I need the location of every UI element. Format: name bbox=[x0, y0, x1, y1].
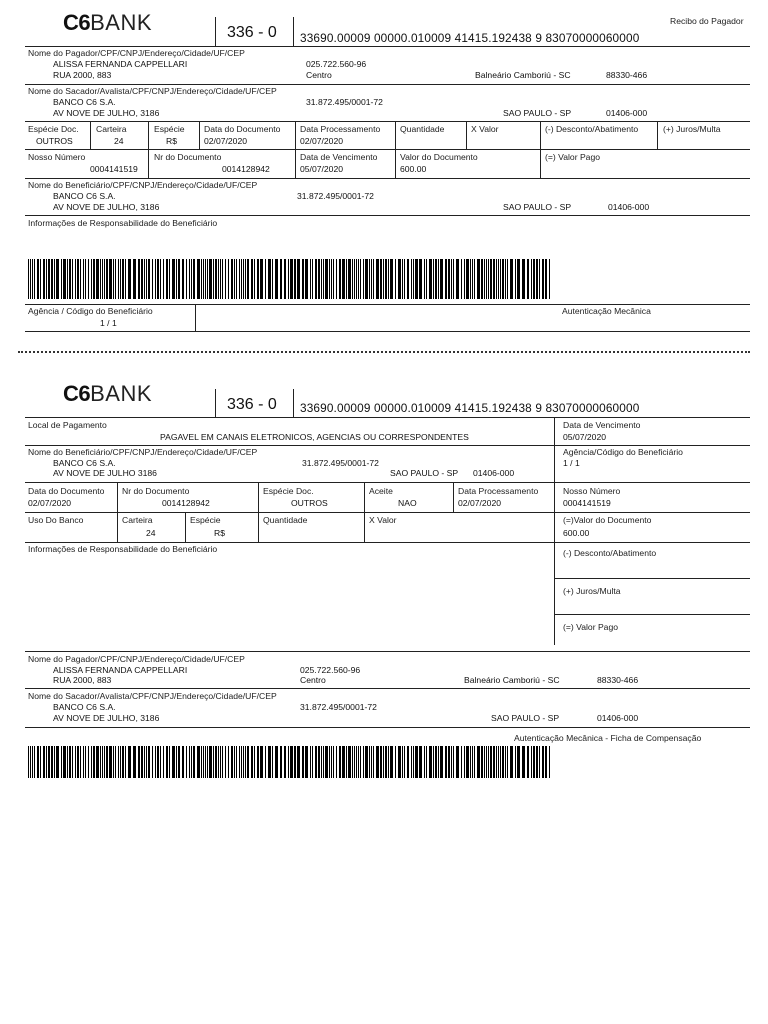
agencia-label: Agência / Código do Beneficiário bbox=[28, 306, 153, 316]
bank-code-2: 336 - 0 bbox=[227, 396, 277, 413]
especie-label-2: Espécie bbox=[190, 515, 221, 525]
sacador-cep-2: 01406-000 bbox=[597, 713, 639, 723]
receipt-label: Recibo do Pagador bbox=[670, 16, 744, 26]
beneficiario-name-2: BANCO C6 S.A. bbox=[53, 458, 116, 468]
beneficiario-name: BANCO C6 S.A. bbox=[53, 191, 116, 201]
quantidade-label-2: Quantidade bbox=[263, 515, 308, 525]
carteira-value-2: 24 bbox=[146, 528, 156, 538]
sacador-city: SAO PAULO - SP bbox=[503, 108, 572, 118]
pagador-doc: 025.722.560-96 bbox=[306, 59, 367, 69]
pagador-cep-2: 88330-466 bbox=[597, 675, 639, 685]
sacador-city-2: SAO PAULO - SP bbox=[491, 713, 560, 723]
carteira-label: Carteira bbox=[96, 124, 127, 134]
barcode bbox=[28, 259, 554, 299]
sacador-label: Nome do Sacador/Avalista/CPF/CNPJ/Endereço/Cidade/UF/CEP bbox=[28, 86, 277, 96]
desconto-label: (-) Desconto/Abatimento bbox=[545, 124, 639, 134]
pagador-name-2: ALISSA FERNANDA CAPPELLARI bbox=[53, 665, 188, 675]
nosso-numero-value-2: 0004141519 bbox=[563, 498, 611, 508]
beneficiario-label: Nome do Beneficiário/CPF/CNPJ/Endereço/Cidade/UF/CEP bbox=[28, 180, 258, 190]
sacador-name: BANCO C6 S.A. bbox=[53, 97, 116, 107]
pagador-city: Balneário Camboriú - SC bbox=[475, 70, 571, 80]
pagador-name: ALISSA FERNANDA CAPPELLARI bbox=[53, 59, 188, 69]
barcode-2 bbox=[28, 746, 554, 778]
uso-banco-label: Uso Do Banco bbox=[28, 515, 84, 525]
data-doc-label: Data do Documento bbox=[204, 124, 281, 134]
pagador-street: RUA 2000, 883 bbox=[53, 70, 112, 80]
vencimento-label-2: Data de Vencimento bbox=[563, 420, 641, 430]
nr-doc-label: Nr do Documento bbox=[154, 152, 222, 162]
beneficiario-city: SAO PAULO - SP bbox=[503, 202, 572, 212]
data-proc-label-2: Data Processamento bbox=[458, 486, 539, 496]
carteira-label-2: Carteira bbox=[122, 515, 153, 525]
sacador-street: AV NOVE DE JULHO, 3186 bbox=[53, 108, 160, 118]
data-doc-value: 02/07/2020 bbox=[204, 136, 248, 146]
beneficiario-doc-2: 31.872.495/0001-72 bbox=[302, 458, 379, 468]
x-valor-label: X Valor bbox=[471, 124, 499, 134]
nosso-numero-label: Nosso Número bbox=[28, 152, 86, 162]
info-label: Informações de Responsabilidade do Beneficiário bbox=[28, 218, 218, 228]
beneficiario-street-2: AV NOVE DE JULHO 3186 bbox=[53, 468, 157, 478]
pagador-cep: 88330-466 bbox=[606, 70, 648, 80]
agencia-value-2: 1 / 1 bbox=[563, 458, 580, 468]
x-valor-label-2: X Valor bbox=[369, 515, 397, 525]
vencimento-label: Data de Vencimento bbox=[300, 152, 378, 162]
cut-line bbox=[18, 351, 750, 353]
pagador-label-2: Nome do Pagador/CPF/CNPJ/Endereço/Cidade/UF/CEP bbox=[28, 654, 245, 664]
beneficiario-cep-2: 01406-000 bbox=[473, 468, 515, 478]
especie-value: R$ bbox=[166, 136, 177, 146]
nr-doc-value-2: 0014128942 bbox=[162, 498, 210, 508]
info-label-2: Informações de Responsabilidade do Beneficiário bbox=[28, 544, 218, 554]
especie-label: Espécie bbox=[154, 124, 185, 134]
pagador-label: Nome do Pagador/CPF/CNPJ/Endereço/Cidade/UF/CEP bbox=[28, 48, 245, 58]
beneficiario-doc: 31.872.495/0001-72 bbox=[297, 191, 374, 201]
valor-doc-value: 600.00 bbox=[400, 164, 427, 174]
pagador-doc-2: 025.722.560-96 bbox=[300, 665, 361, 675]
especie-doc-label-2: Espécie Doc. bbox=[263, 486, 314, 496]
data-doc-value-2: 02/07/2020 bbox=[28, 498, 72, 508]
nr-doc-value: 0014128942 bbox=[222, 164, 270, 174]
nr-doc-label-2: Nr do Documento bbox=[122, 486, 190, 496]
agencia-value: 1 / 1 bbox=[100, 318, 117, 328]
especie-doc-value: OUTROS bbox=[36, 136, 73, 146]
aceite-value: NAO bbox=[398, 498, 417, 508]
sacador-label-2: Nome do Sacador/Avalista/CPF/CNPJ/Endereço/Cidade/UF/CEP bbox=[28, 691, 277, 701]
sacador-cep: 01406-000 bbox=[606, 108, 648, 118]
pagador-district: Centro bbox=[306, 70, 332, 80]
beneficiario-street: AV NOVE DE JULHO, 3186 bbox=[53, 202, 160, 212]
beneficiario-cep: 01406-000 bbox=[608, 202, 650, 212]
nosso-numero-value: 0004141519 bbox=[90, 164, 138, 174]
autenticacao-label-2: Autenticação Mecânica - Ficha de Compensação bbox=[514, 733, 702, 743]
beneficiario-city-2: SAO PAULO - SP bbox=[390, 468, 459, 478]
pagador-street-2: RUA 2000, 883 bbox=[53, 675, 112, 685]
nosso-numero-label-2: Nosso Número bbox=[563, 486, 621, 496]
especie-doc-value-2: OUTROS bbox=[291, 498, 328, 508]
sacador-doc-2: 31.872.495/0001-72 bbox=[300, 702, 377, 712]
quantidade-label: Quantidade bbox=[400, 124, 445, 134]
valor-doc-label-2: (=)Valor do Documento bbox=[563, 515, 652, 525]
desconto-label-2: (-) Desconto/Abatimento bbox=[563, 548, 657, 558]
local-label: Local de Pagamento bbox=[28, 420, 107, 430]
valor-doc-value-2: 600.00 bbox=[563, 528, 590, 538]
bank-logo-2: C6BANK bbox=[63, 381, 153, 406]
vencimento-value: 05/07/2020 bbox=[300, 164, 344, 174]
bank-logo: C6BANK bbox=[63, 10, 153, 35]
local-value: PAGAVEL EM CANAIS ELETRONICOS, AGENCIAS OU CORRESPONDENTES bbox=[160, 432, 469, 442]
aceite-label: Aceite bbox=[369, 486, 393, 496]
data-proc-label: Data Processamento bbox=[300, 124, 381, 134]
digitable-line: 33690.00009 00000.010009 41415.192438 9 83070000060000 bbox=[300, 31, 640, 45]
vencimento-value-2: 05/07/2020 bbox=[563, 432, 607, 442]
valor-pago-label-2: (=) Valor Pago bbox=[563, 622, 619, 632]
data-proc-value: 02/07/2020 bbox=[300, 136, 344, 146]
valor-pago-label: (=) Valor Pago bbox=[545, 152, 601, 162]
pagador-district-2: Centro bbox=[300, 675, 326, 685]
juros-label: (+) Juros/Multa bbox=[663, 124, 721, 134]
sacador-name-2: BANCO C6 S.A. bbox=[53, 702, 116, 712]
especie-doc-label: Espécie Doc. bbox=[28, 124, 79, 134]
bank-code: 336 - 0 bbox=[227, 24, 277, 41]
digitable-line-2: 33690.00009 00000.010009 41415.192438 9 83070000060000 bbox=[300, 401, 640, 415]
sacador-street-2: AV NOVE DE JULHO, 3186 bbox=[53, 713, 160, 723]
pagador-city-2: Balneário Camboriú - SC bbox=[464, 675, 560, 685]
autenticacao-label: Autenticação Mecânica bbox=[562, 306, 651, 316]
beneficiario-label-2: Nome do Beneficiário/CPF/CNPJ/Endereço/Cidade/UF/CEP bbox=[28, 447, 258, 457]
agencia-label-2: Agência/Código do Beneficiário bbox=[563, 447, 683, 457]
juros-label-2: (+) Juros/Multa bbox=[563, 586, 621, 596]
valor-doc-label: Valor do Documento bbox=[400, 152, 478, 162]
data-proc-value-2: 02/07/2020 bbox=[458, 498, 502, 508]
sacador-doc: 31.872.495/0001-72 bbox=[306, 97, 383, 107]
carteira-value: 24 bbox=[114, 136, 124, 146]
data-doc-label-2: Data do Documento bbox=[28, 486, 105, 496]
especie-value-2: R$ bbox=[214, 528, 225, 538]
